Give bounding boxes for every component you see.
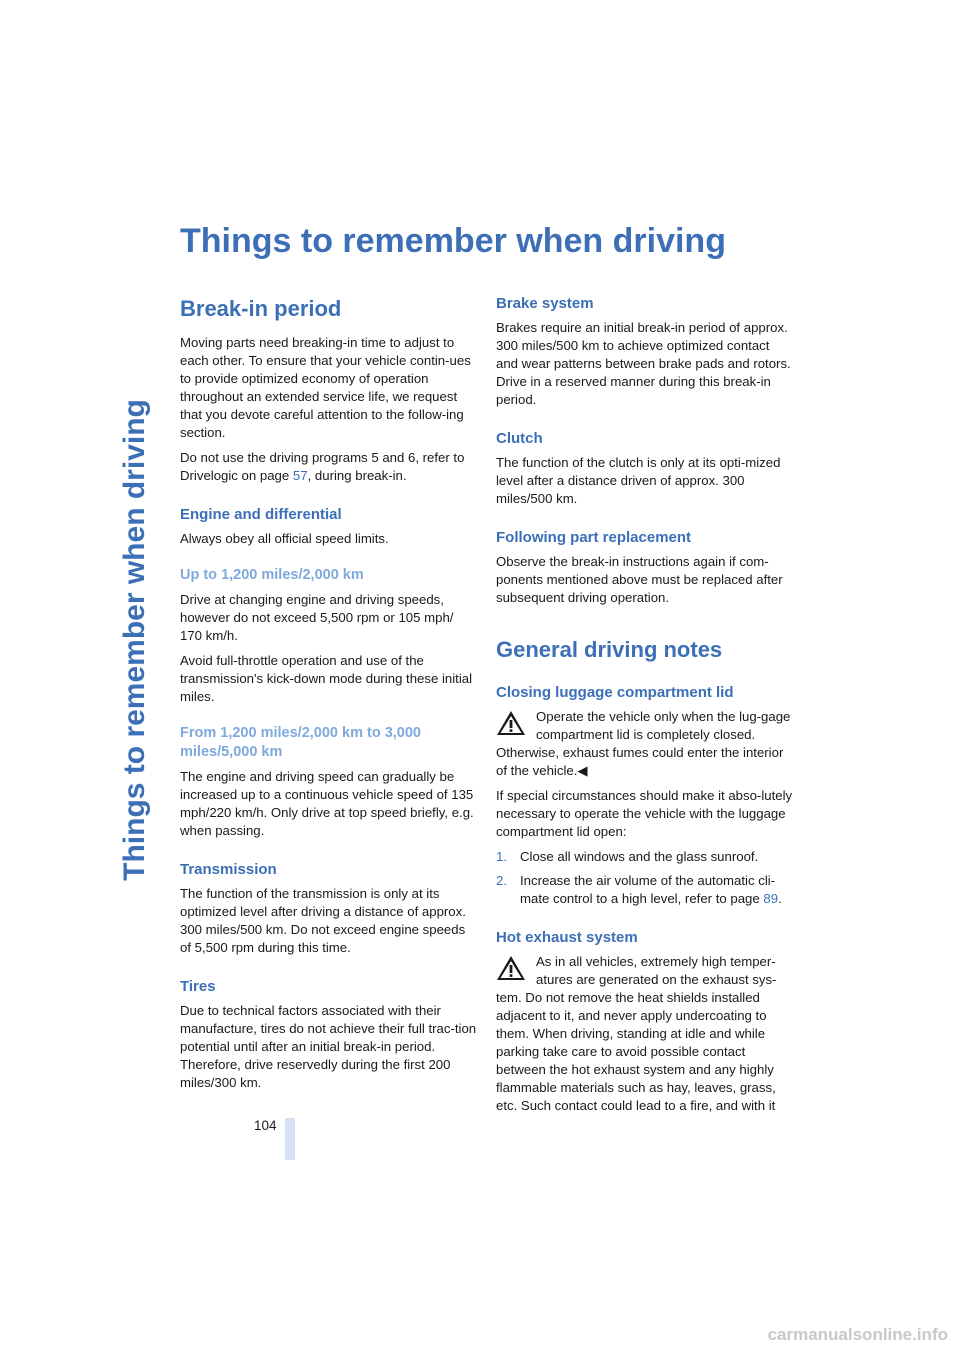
step-item: 2. Increase the air volume of the automatic cli-mate control to a high level, refer to page 89. xyxy=(496,873,782,906)
brake-heading: Brake system xyxy=(496,295,594,312)
transmission-heading: Transmission xyxy=(180,861,277,878)
warning-triangle-icon xyxy=(496,955,526,981)
closing-warning-text: Operate the vehicle only when the lug-gage compartment lid is completely closed. Otherwise, exhaust fumes could enter the interior of the vehicle.◀ xyxy=(496,709,791,778)
breakin-paragraph-1: Moving parts need breaking-in time to adjust to each other. To ensure that your vehicle contin-ues to provide optimized economy of operation throughout an extended service life, we request that you devote careful attention to the follow-ing section. xyxy=(180,335,471,440)
brake-paragraph: Brakes require an initial break-in period of approx. 300 miles/500 km to achieve optimized contact and wear patterns between brake pads and rotors. Drive in a reserved manner during this break-in period. xyxy=(496,320,791,407)
watermark: carmanualsonline.info xyxy=(767,1325,948,1344)
closing-warning xyxy=(496,708,794,780)
page-link-57[interactable]: 57 xyxy=(292,468,308,483)
page-number-bar xyxy=(285,1118,295,1160)
engine-paragraph: Always obey all official speed limits. xyxy=(180,531,389,546)
clutch-heading: Clutch xyxy=(496,430,543,447)
from-heading: From 1,200 miles/2,000 km to 3,000 miles/5,000 km xyxy=(180,725,421,760)
closing-steps xyxy=(496,848,794,908)
following-paragraph: Observe the break-in instructions again if com-ponents mentioned above must be replaced after subsequent driving operation. xyxy=(496,554,783,605)
clutch-paragraph: The function of the clutch is only at its opti-mized level after a distance driven of approx. 300 miles/500 km. xyxy=(496,455,781,506)
page-link-89[interactable]: 89 xyxy=(763,891,779,906)
following-heading: Following part replacement xyxy=(496,529,692,546)
side-chapter-title: Things to remember when driving xyxy=(118,399,151,881)
upto-paragraph-1: Drive at changing engine and driving speeds, however do not exceed 5,500 rpm or 105 mph/ 170 km/h. xyxy=(180,592,454,643)
upto-heading: Up to 1,200 miles/2,000 km xyxy=(180,567,364,583)
warning-triangle-icon xyxy=(496,710,526,736)
tires-paragraph: Due to technical factors associated with their manufacture, tires do not achieve their full trac-tion potential until after an initial break-in period. Therefore, drive reservedly during the first 200 miles/300 km. xyxy=(180,1003,477,1090)
hot-exhaust-warning xyxy=(496,953,794,1115)
hot-exhaust-warning-text: As in all vehicles, extremely high temper-atures are generated on the exhaust sys-tem. Do not remove the heat shields installed adjacent to it, and never apply undercoating to them. When driving, standing at idle and while parking take care to avoid possible contact between the hot exhaust system and any highly flammable materials such as hay, leaves, grass, etc. Such contact could lead to a fire, and with it xyxy=(496,954,777,1113)
transmission-paragraph: The function of the transmission is only at its optimized level after driving a distance of approx. 300 miles/500 km. Do not exceed engine speeds of 5,500 rpm during this time. xyxy=(180,886,466,955)
right-column xyxy=(496,294,794,1122)
breakin-heading: Break-in period xyxy=(180,296,342,321)
from-paragraph: The engine and driving speed can gradually be increased up to a continuous vehicle speed of 135 mph/220 km/h. Only drive at top speed briefly, e.g. when passing. xyxy=(180,769,474,838)
step-item: 1. Close all windows and the glass sunroof. xyxy=(496,849,759,864)
closing-heading: Closing luggage compartment lid xyxy=(496,684,734,701)
page-number: 104 xyxy=(254,1118,277,1133)
closing-paragraph: If special circumstances should make it abso-lutely necessary to operate the vehicle with the luggage compartment lid open: xyxy=(496,788,793,839)
tires-heading: Tires xyxy=(180,978,216,995)
upto-paragraph-2: Avoid full-throttle operation and use of the transmission's kick-down mode during these initial miles. xyxy=(180,653,473,704)
page-title: Things to remember when driving xyxy=(180,222,726,260)
left-column xyxy=(180,290,478,1099)
breakin-paragraph-2: Do not use the driving programs 5 and 6, refer to Drivelogic on page 57, during break-in. xyxy=(180,450,465,483)
hot-exhaust-heading: Hot exhaust system xyxy=(496,929,638,946)
general-heading: General driving notes xyxy=(496,637,723,662)
engine-heading: Engine and differential xyxy=(180,506,342,523)
